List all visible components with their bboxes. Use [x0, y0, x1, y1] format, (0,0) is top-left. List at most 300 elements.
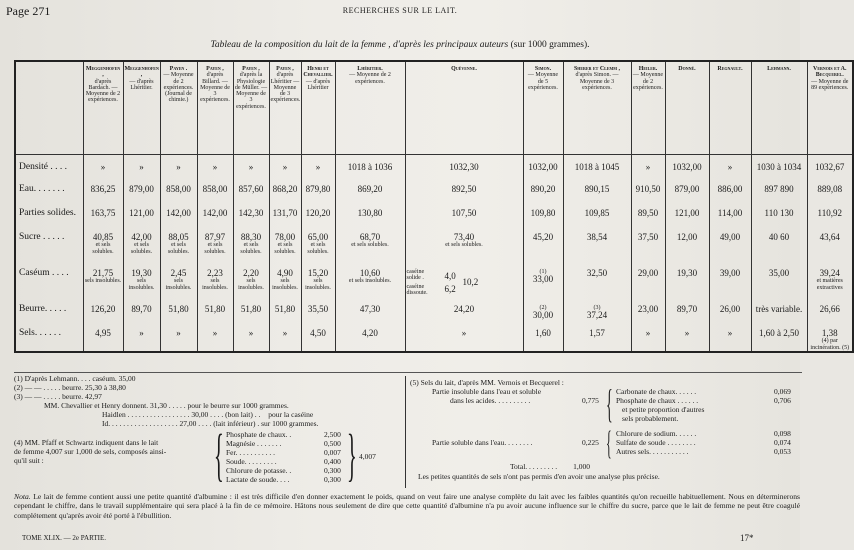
table-cell [335, 303, 405, 327]
cell-note: (4) par incinération. (5) [810, 338, 850, 351]
cell-value: 1,38 [821, 328, 838, 338]
table-cell [269, 327, 301, 352]
salt-name: Autres sels. . . . . . . . . . . [616, 447, 689, 456]
cell-note: et matières extractives [816, 278, 843, 291]
cell-value: 858,00 [166, 184, 191, 194]
table-cell [523, 155, 563, 184]
nota-text: Le lait de femme contient aussi une petite quantité d'albumine : il est très difficile d'en donner exactement le poids, quand on veut faire une analyse complète du lait avec les faibles quantités qu'on recueille habituellement. Nous en déterminerons cependant le chiffre, dans le travail supplémentaire qui sera placé à la fin de ce mémoire. Hâtons nous seulement de dire que cette quantité d'albumine n'a pu avoir aucune influence sur le chiffre du sucre, parce que le lait de femme ne peut être coagulé complétement qu'après avoir été porté à l'ébullition. [14, 492, 801, 520]
note-5-conclusion: Les petites quantités de sels n'ont pas permis d'en avoir une analyse plus précise. [418, 472, 660, 481]
column-author: Payen . [169, 66, 188, 72]
column-description: — Moyenne de 2 expériences. [349, 72, 391, 85]
cell-note: sels insolubles. [305, 278, 331, 291]
cell-value: 51,80 [274, 304, 296, 314]
cell-value: 1018 à 1036 [347, 162, 393, 172]
cell-value: 1032,00 [528, 162, 558, 172]
cell-value: 142,30 [238, 208, 264, 218]
cell-value: 4,90 [277, 268, 293, 278]
column-description: — d'après Lhéritier [305, 78, 331, 91]
table-cell [709, 155, 751, 184]
total-value: 1,000 [573, 462, 590, 471]
cell-note: sels insolubles. [272, 278, 298, 291]
table-cell [83, 267, 123, 303]
table-cell [709, 303, 751, 327]
table-cell [335, 155, 405, 184]
cell-value: 26,66 [819, 304, 840, 314]
cell-value: 120,20 [305, 208, 331, 218]
cell-value: 126,20 [90, 304, 116, 314]
cell-value: 109,85 [584, 208, 610, 218]
table-cell [123, 155, 160, 184]
column-description: — d'après Lhéritier. [129, 78, 154, 91]
table-cell [563, 155, 631, 184]
cell-value: 869,20 [357, 184, 383, 194]
caseine-solide-value: 4,0 [444, 271, 456, 281]
salt-name: Carbonate de chaux. . . . . . [616, 387, 697, 396]
milk-composition-table [14, 60, 854, 353]
table-cell [405, 327, 523, 352]
cell-value: 19,30 [676, 268, 698, 278]
cell-value: » [139, 162, 144, 172]
cell-value: 43,64 [819, 232, 840, 242]
table-cell [751, 327, 807, 352]
column-author: Lehmann. [767, 66, 791, 72]
table-cell [709, 327, 751, 352]
cell-note: et sels solubles. [274, 242, 296, 255]
cell-value: 163,75 [90, 208, 116, 218]
table-cell [123, 231, 160, 267]
table-cell [233, 155, 269, 184]
cell-value: » [645, 162, 651, 172]
cell-value: 39,24 [819, 268, 840, 278]
note-5-insoluble-2: dans les acides. . . . . . . . . . [450, 396, 531, 405]
salt-item [226, 448, 346, 457]
table-cell [301, 303, 335, 327]
salt-value: 0,300 [324, 475, 341, 484]
cell-value: 879,00 [129, 184, 154, 194]
column-author: Vernois et A. Becquerel. [812, 66, 847, 79]
table-cell [233, 267, 269, 303]
cell-value: 23,00 [637, 304, 659, 314]
cell-value: 35,50 [307, 304, 329, 314]
table-cell [709, 267, 751, 303]
salt-value: 0,300 [324, 466, 341, 475]
cell-value: 39,00 [719, 268, 741, 278]
cell-value: 890,20 [530, 184, 556, 194]
cell-note: et sels insolubles. [348, 278, 392, 285]
cell-value: » [461, 328, 467, 338]
note-5-soluble [410, 425, 800, 462]
caseine-total-value: 10,2 [462, 277, 479, 287]
table-cell [523, 303, 563, 327]
salt-item [616, 414, 796, 423]
cell-value: 879,80 [305, 184, 331, 194]
column-author: Quévenne. [451, 66, 477, 72]
table-cell [751, 155, 807, 184]
cell-value: » [282, 328, 288, 338]
salt-value: 0,007 [324, 448, 341, 457]
table-cell [301, 155, 335, 184]
salt-item [226, 466, 346, 475]
cell-value: 78,00 [274, 232, 296, 242]
table-cell [563, 183, 631, 207]
table-cell [405, 155, 523, 184]
table-cell [83, 327, 123, 352]
cell-value: » [645, 328, 651, 338]
table-cell [523, 183, 563, 207]
column-description: — Moyenne de 5 expériences. [527, 72, 559, 91]
notes-divider [405, 376, 406, 488]
cell-value: 858,00 [202, 184, 228, 194]
salt-name: Phosphate de chaux . . . . . . [616, 396, 699, 405]
salt-value: 0,074 [774, 438, 791, 447]
cell-value: 4,20 [362, 328, 378, 338]
soluble-label: Partie soluble dans l'eau. . . . . . . . [432, 438, 533, 447]
cell-value: 45,20 [532, 232, 554, 242]
soluble-items [616, 429, 796, 456]
cell-value: 1030 à 1034 [756, 162, 802, 172]
column-description: — Moyenne de 89 expériences. [811, 78, 849, 91]
table-cell [301, 327, 335, 352]
table-cell [160, 267, 197, 303]
cell-value: 89,50 [637, 208, 659, 218]
table-cell [523, 207, 563, 231]
cell-value: 886,00 [717, 184, 743, 194]
table-cell [197, 207, 233, 231]
table-cell [335, 327, 405, 352]
cell-value: 2,45 [170, 268, 187, 278]
cell-value: 121,00 [129, 208, 154, 218]
cell-value: 15,20 [307, 268, 329, 278]
note-5-heading: (5) Sels du lait, d'après MM. Vernois et Becquerel : [410, 378, 564, 387]
salt-item [226, 475, 346, 484]
table-cell [301, 231, 335, 267]
cell-value: 89,70 [131, 304, 152, 314]
cell-note: et sels solubles. [240, 242, 262, 255]
table-row [15, 327, 853, 352]
table-cell [123, 267, 160, 303]
cell-value: » [315, 162, 321, 172]
cell-value: 114,00 [717, 208, 743, 218]
cell-value: » [176, 328, 181, 338]
cell-value: » [282, 162, 288, 172]
cell-value: 51,80 [240, 304, 262, 314]
salt-item [616, 429, 796, 438]
salt-item [616, 447, 796, 456]
table-cell [83, 183, 123, 207]
column-author: Meggenhofen , [85, 66, 121, 79]
table-cell [631, 231, 665, 267]
table-cell [233, 303, 269, 327]
table-cell [751, 267, 807, 303]
salt-name: Sulfate de soude . . . . . . . . [616, 438, 696, 447]
cell-value: 49,00 [719, 232, 741, 242]
column-header-11 [631, 61, 665, 155]
table-cell [197, 155, 233, 184]
column-header-13 [709, 61, 751, 155]
column-header-0 [83, 61, 123, 155]
salt-name: Chlorure de sodium. . . . . . [616, 429, 697, 438]
table-cell [665, 267, 709, 303]
table-cell [197, 231, 233, 267]
cell-value: 868,20 [272, 184, 298, 194]
column-author: Donné. [678, 66, 696, 72]
column-description: — Moyenne de 2 expériences. (Journal de chimie.) [163, 72, 194, 104]
column-header-15 [807, 61, 853, 155]
salt-name: Magnésie . . . . . . . [226, 439, 282, 448]
table-cell [335, 267, 405, 303]
cell-note: et sels solubles. [307, 242, 329, 255]
column-header-6 [301, 61, 335, 155]
brace-soluble: { [606, 425, 612, 462]
cell-value: 40,85 [92, 232, 114, 242]
cell-value: 2,20 [243, 268, 259, 278]
table-row [15, 231, 853, 267]
table-cell [665, 231, 709, 267]
cell-value: 88,30 [240, 232, 262, 242]
footer-signature: 17* [740, 533, 754, 543]
cell-note: sels insolubles. [84, 278, 122, 285]
table-cell [751, 231, 807, 267]
table-row [15, 303, 853, 327]
salt-value: 0,069 [774, 387, 791, 396]
cell-value: 2,23 [207, 268, 223, 278]
cell-value: 37,50 [637, 232, 659, 242]
cell-value: 33,00 [532, 274, 554, 285]
notes-separator [14, 372, 802, 373]
cell-value: 897 890 [764, 184, 794, 194]
table-cell [631, 267, 665, 303]
table-cell [269, 207, 301, 231]
table-cell [123, 183, 160, 207]
page-number: Page 271 [6, 4, 51, 18]
table-cell [751, 207, 807, 231]
cell-value: 19,30 [131, 268, 152, 278]
cell-value: 910,50 [635, 184, 661, 194]
cell-value: 38,54 [586, 232, 608, 242]
note-4-line2: de femme 4,007 sur 1,000 de sels, composés ainsi- [14, 447, 167, 456]
footer-volume: TOME XLIX. — 2e PARTIE. [22, 534, 106, 542]
table-cell [807, 183, 853, 207]
table-row [15, 207, 853, 231]
table-cell [563, 303, 631, 327]
cell-note: sels insolubles. [202, 278, 228, 291]
column-author: Payen , [242, 66, 260, 72]
table-cell [160, 155, 197, 184]
table-cell [405, 207, 523, 231]
cell-value: 51,80 [204, 304, 226, 314]
cell-value: 35,00 [768, 268, 790, 278]
row-label: Caséum . . . . [15, 267, 83, 303]
note-5-insoluble-1: Partie insoluble dans l'eau et soluble [432, 387, 542, 396]
table-cell [665, 183, 709, 207]
salt-name: Lactate de soude. . . . [226, 475, 290, 484]
cell-value: 87,97 [204, 232, 226, 242]
note-1: (1) D'après Lehmann. . . . caséum. 35,00 [14, 374, 136, 383]
cell-value: 110,92 [817, 208, 842, 218]
cell-value: 890,15 [584, 184, 610, 194]
brace-salts-total: } [347, 422, 357, 487]
column-author: Meggenhofen , [124, 66, 159, 79]
cell-value: 110 130 [764, 208, 794, 218]
table-cell [665, 155, 709, 184]
table-cell [631, 303, 665, 327]
table-cell [709, 231, 751, 267]
salt-item [616, 396, 796, 405]
column-header-5 [269, 61, 301, 155]
table-cell [335, 207, 405, 231]
column-author: Regnault. [717, 66, 743, 72]
cell-value: 4,95 [95, 328, 111, 338]
cell-value: 10,60 [359, 268, 381, 278]
column-author: Payen , [276, 66, 294, 72]
note-chevallier: MM. Chevallier et Henry donnent. 31,30 . . . . . pour le beurre sur 1000 grammes. [44, 401, 289, 410]
caption-unit: (sur 1000 grammes). [510, 40, 590, 50]
salt-name: Phosphate de chaux. . [226, 430, 292, 439]
table-cell [665, 303, 709, 327]
table-cell [233, 231, 269, 267]
caseine-dissoute-value: 6,2 [444, 284, 456, 294]
table-cell [197, 327, 233, 352]
caseine-solide-label: caséine solide . [406, 269, 425, 282]
cell-value: 1032,67 [815, 162, 845, 172]
table-cell [631, 327, 665, 352]
table-cell [123, 327, 160, 352]
cell-value: » [684, 328, 690, 338]
cell-value: 1,57 [589, 328, 605, 338]
table-cell [563, 327, 631, 352]
column-header-9 [523, 61, 563, 155]
salts-total: 4,007 [359, 452, 376, 461]
salt-name: Fer. . . . . . . . . . . [226, 448, 275, 457]
note-id: Id. . . . . . . . . . . . . . . . . . . 27,00 . . . . (lait inférieur) . sur 1000 grammes. [102, 419, 319, 428]
column-header-12 [665, 61, 709, 155]
cell-value: 68,70 [359, 232, 381, 242]
brace-salts: { [214, 422, 224, 487]
table-cell [523, 231, 563, 267]
table-cell [301, 183, 335, 207]
cell-value: 142,00 [166, 208, 191, 218]
cell-value: 29,00 [637, 268, 659, 278]
table-cell [807, 231, 853, 267]
table-cell [160, 303, 197, 327]
note-2: (2) — — . . . . . beurre. 25,30 à 38,80 [14, 383, 126, 392]
table-cell [335, 231, 405, 267]
table-cell [807, 267, 853, 303]
column-description: — Moyenne de 2 expériences. [632, 72, 664, 91]
row-label: Sels. . . . . . [15, 327, 83, 352]
salt-item [616, 405, 796, 414]
row-label: Sucre . . . . . [15, 231, 83, 267]
column-author: Simon. [534, 66, 552, 72]
cell-value: 1032,30 [449, 162, 479, 172]
cell-note: et sels solubles. [130, 242, 153, 255]
cell-value: 121,00 [674, 208, 700, 218]
note-haidlen-text: Haidlen . . . . . . . . . . . . . . . . . 30,00 . . . . (bon lait) . . [102, 410, 261, 419]
cell-note: et sels solubles. [351, 242, 389, 249]
cell-value: » [212, 162, 218, 172]
table-cell [807, 327, 853, 352]
table-cell [123, 207, 160, 231]
salt-item [226, 430, 346, 439]
table-cell [563, 207, 631, 231]
salt-name: et petite proportion d'autres [622, 405, 705, 414]
table-cell [197, 303, 233, 327]
column-header-3 [197, 61, 233, 155]
cell-value: 1,60 à 2,50 [759, 328, 799, 338]
column-author: Henri et Chevallier. [303, 66, 333, 79]
note-4-line3: qu'il suit : [14, 456, 44, 465]
salt-value: 0,706 [774, 396, 791, 405]
column-description: d'après la Physiologie de Müller. — Moyenne de 3 expériences. [234, 72, 268, 110]
cell-value: 1018 à 1045 [574, 162, 620, 172]
cell-value: » [727, 162, 733, 172]
cell-value: » [248, 162, 254, 172]
table-row [15, 267, 853, 303]
cell-value: 889,08 [817, 184, 843, 194]
column-header-14 [751, 61, 807, 155]
header-blank [15, 61, 83, 155]
cell-value: » [100, 162, 106, 172]
salts-list [226, 430, 346, 484]
salt-value: 2,500 [324, 430, 341, 439]
nota-paragraph [14, 492, 800, 520]
cell-value: 1032,00 [672, 162, 702, 172]
cell-value: 42,00 [131, 232, 152, 242]
nota-label: Nota. [14, 492, 31, 501]
cell-value: 51,80 [168, 304, 189, 314]
cell-value: 89,70 [676, 304, 698, 314]
cell-value: 30,00 [532, 310, 554, 321]
table-cell [563, 267, 631, 303]
note-4-line1: (4) MM. Pfaff et Schwartz indiquent dans le lait [14, 438, 159, 447]
column-author: Lhéritier. [357, 66, 383, 72]
column-author: Heiler. [638, 66, 658, 72]
table-cell [233, 183, 269, 207]
table-cell [523, 327, 563, 352]
table-cell [123, 303, 160, 327]
table-cell [269, 183, 301, 207]
brace-insoluble: { [606, 381, 613, 426]
table-cell [83, 303, 123, 327]
table-cell [709, 183, 751, 207]
table-cell [160, 231, 197, 267]
salt-value: 0,500 [324, 439, 341, 448]
salt-name: sels probablement. [622, 414, 679, 423]
notes-left [14, 374, 404, 490]
footnote-ref: (3) [593, 305, 601, 311]
salt-item [616, 387, 796, 396]
cell-value: 107,50 [451, 208, 477, 218]
cell-value: 32,50 [586, 268, 608, 278]
notes-right [410, 378, 800, 481]
footnote-ref: (1) [539, 269, 547, 275]
cell-value: 65,00 [307, 232, 329, 242]
salt-value: 0,098 [774, 429, 791, 438]
cell-value: » [212, 328, 218, 338]
note-5-total [410, 462, 800, 471]
cell-value: 892,50 [451, 184, 477, 194]
cell-value: 47,30 [359, 304, 381, 314]
table-cell [709, 207, 751, 231]
cell-value: 21,75 [92, 268, 114, 278]
cell-value: très variable. [755, 304, 803, 314]
table-cell [160, 327, 197, 352]
note-haidlen-caseine: pour la caséine [268, 410, 314, 419]
caseine-dissoute-label: caséine dissoute. [406, 284, 428, 297]
cell-note: et sels solubles. [167, 242, 190, 255]
cell-value: 73,40 [453, 232, 475, 242]
cell-value: 1,60 [535, 328, 551, 338]
